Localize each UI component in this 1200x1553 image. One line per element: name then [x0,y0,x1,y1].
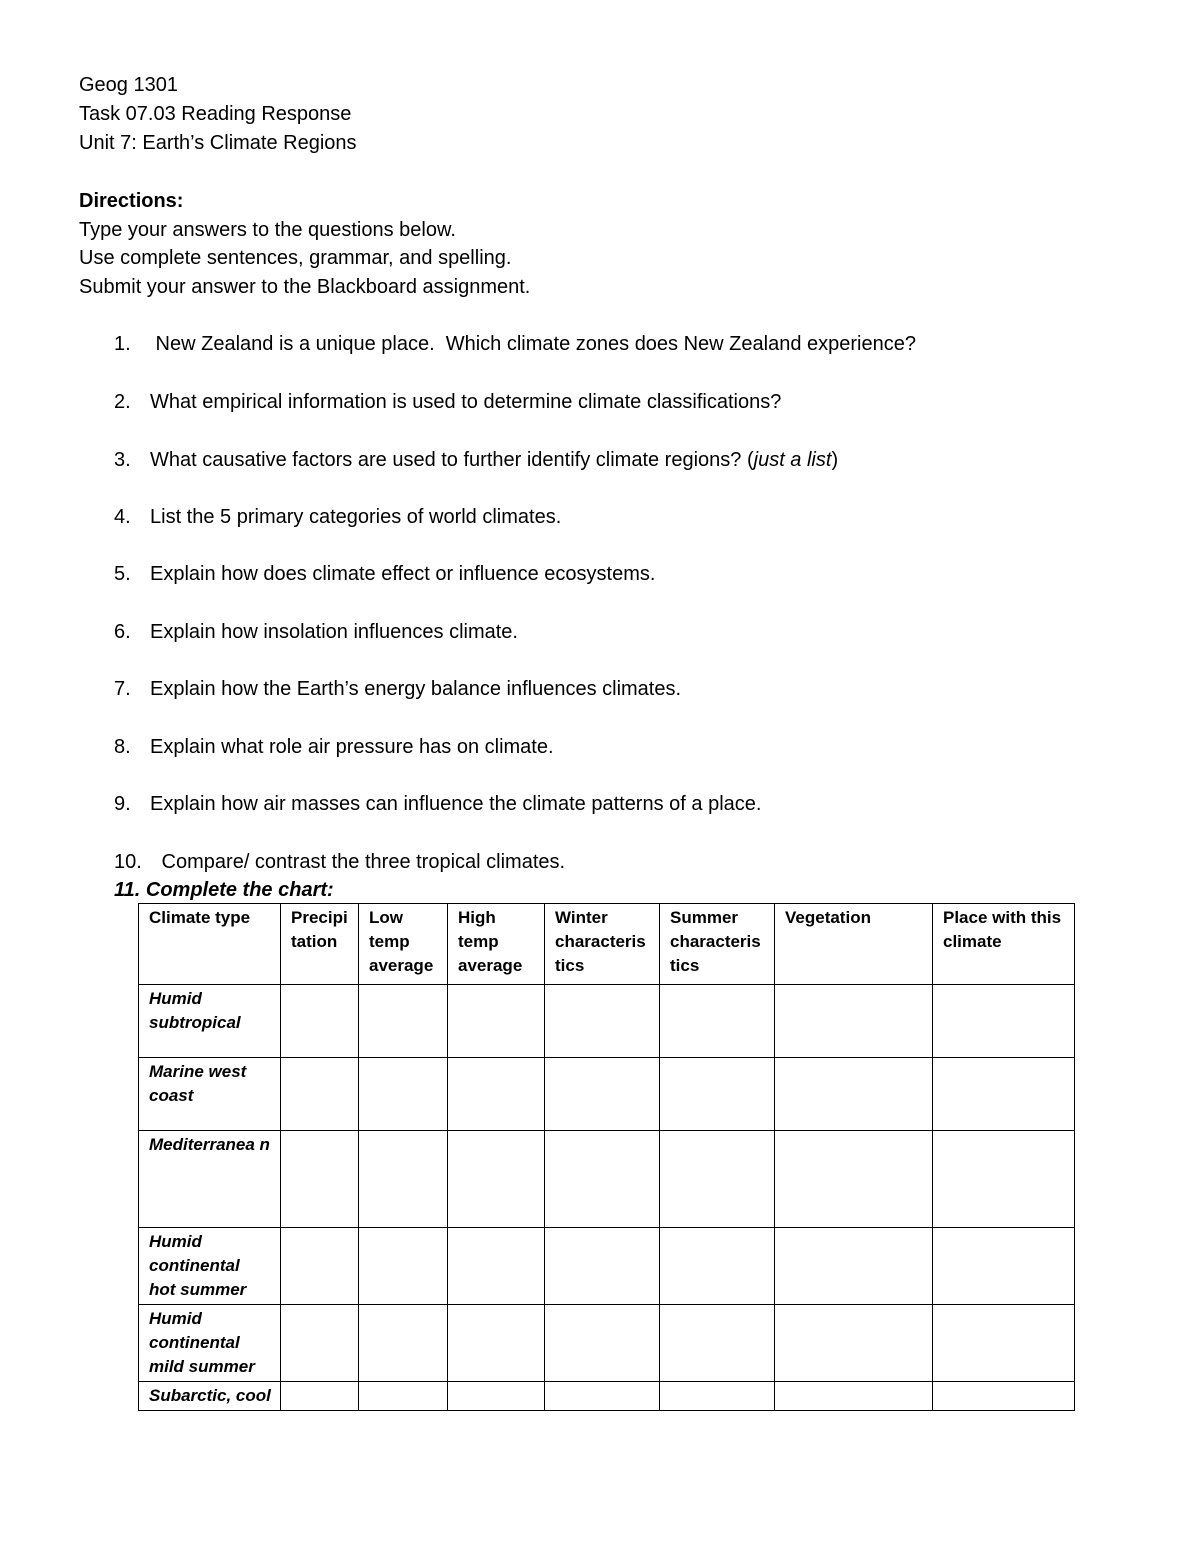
question-text: What empirical information is used to determine climate classifications? [150,391,782,413]
answer-cell[interactable] [448,1382,545,1411]
answer-cell[interactable] [775,1305,933,1382]
question-number: 9. [114,793,131,815]
question-text: Compare/ contrast the three tropical climates. [156,851,566,873]
question-number: 7. [114,678,131,700]
answer-cell[interactable] [660,1058,775,1131]
answer-cell[interactable] [281,1382,359,1411]
answer-cell[interactable] [359,1305,448,1382]
answer-cell[interactable] [545,1382,660,1411]
chart-title: 11. Complete the chart: [114,879,334,901]
answer-cell[interactable] [933,985,1075,1058]
directions-heading: Directions: [79,190,184,212]
question-number: 3. [114,449,131,471]
question-text: Explain how insolation influences climate. [150,621,518,643]
answer-cell[interactable] [775,985,933,1058]
table-row [139,1228,1075,1305]
answer-cell[interactable] [660,1131,775,1228]
answer-cell[interactable] [448,1228,545,1305]
answer-cell[interactable] [775,1131,933,1228]
question-number: 2. [114,391,131,413]
question-item [114,390,781,414]
question-number: 10. [114,851,142,873]
question-item [114,850,565,874]
table-row [139,985,1075,1058]
unit-title: Unit 7: Earth’s Climate Regions [79,132,357,154]
directions-line: Submit your answer to the Blackboard assignment. [79,276,531,298]
column-header: Place with this climate [933,904,1075,985]
column-header: Low temp average [359,904,448,985]
question-number: 5. [114,563,131,585]
answer-cell[interactable] [775,1382,933,1411]
answer-cell[interactable] [933,1228,1075,1305]
directions-line: Type your answers to the questions below. [79,219,456,241]
question-text: List the 5 primary categories of world climates. [150,506,562,528]
column-header: Winter characteris tics [545,904,660,985]
column-header: Precipi tation [281,904,359,985]
climate-chart-table [138,903,1075,1411]
row-label: Mediterranea n [139,1131,281,1228]
answer-cell[interactable] [775,1228,933,1305]
table-row [139,1382,1075,1411]
answer-cell[interactable] [281,1058,359,1131]
answer-cell[interactable] [281,985,359,1058]
table-row [139,1305,1075,1382]
answer-cell[interactable] [545,1305,660,1382]
table-header-row [139,904,1075,985]
question-text-end: ) [831,449,839,471]
directions-line: Use complete sentences, grammar, and spelling. [79,247,512,269]
question-text: Explain what role air pressure has on climate. [150,736,554,758]
table-row [139,1131,1075,1228]
answer-cell[interactable] [545,1228,660,1305]
question-number: 6. [114,621,131,643]
answer-cell[interactable] [448,1305,545,1382]
answer-cell[interactable] [660,1305,775,1382]
answer-cell[interactable] [359,1058,448,1131]
row-label: Humid subtropical [139,985,281,1058]
question-item [114,562,655,586]
question-text: New Zealand is a unique place. Which climate zones does New Zealand experience? [150,333,916,355]
column-header: High temp average [448,904,545,985]
question-number: 8. [114,736,131,758]
column-header: Vegetation [775,904,933,985]
course-title: Geog 1301 [79,74,178,96]
answer-cell[interactable] [775,1058,933,1131]
answer-cell[interactable] [448,985,545,1058]
column-header: Summer characteris tics [660,904,775,985]
answer-cell[interactable] [545,1058,660,1131]
question-text: Explain how does climate effect or influence ecosystems. [150,563,656,585]
answer-cell[interactable] [281,1131,359,1228]
question-item [114,620,518,644]
answer-cell[interactable] [933,1058,1075,1131]
answer-cell[interactable] [359,1131,448,1228]
answer-cell[interactable] [359,1382,448,1411]
answer-cell[interactable] [660,1228,775,1305]
answer-cell[interactable] [660,1382,775,1411]
answer-cell[interactable] [448,1131,545,1228]
answer-cell[interactable] [359,985,448,1058]
answer-cell[interactable] [545,1131,660,1228]
question-item [114,448,838,472]
task-title: Task 07.03 Reading Response [79,103,352,125]
question-number: 1. [114,333,131,355]
question-item [114,792,761,816]
answer-cell[interactable] [448,1058,545,1131]
answer-cell[interactable] [281,1228,359,1305]
answer-cell[interactable] [933,1382,1075,1411]
row-label: Marine west coast [139,1058,281,1131]
question-number: 4. [114,506,131,528]
answer-cell[interactable] [660,985,775,1058]
question-item [114,332,916,356]
question-emphasis: just a list [753,449,832,471]
question-text: Explain how the Earth’s energy balance influences climates. [150,678,682,700]
question-item [114,505,561,529]
answer-cell[interactable] [545,985,660,1058]
row-label: Humid continental hot summer [139,1228,281,1305]
question-item [114,677,681,701]
question-item [114,735,554,759]
column-header: Climate type [139,904,281,985]
row-label: Humid continental mild summer [139,1305,281,1382]
answer-cell[interactable] [281,1305,359,1382]
answer-cell[interactable] [933,1131,1075,1228]
question-text: What causative factors are used to further identify climate regions? ( [150,449,754,471]
row-label: Subarctic, cool [139,1382,281,1411]
table-row [139,1058,1075,1131]
answer-cell[interactable] [359,1228,448,1305]
question-text: Explain how air masses can influence the climate patterns of a place. [150,793,762,815]
answer-cell[interactable] [933,1305,1075,1382]
